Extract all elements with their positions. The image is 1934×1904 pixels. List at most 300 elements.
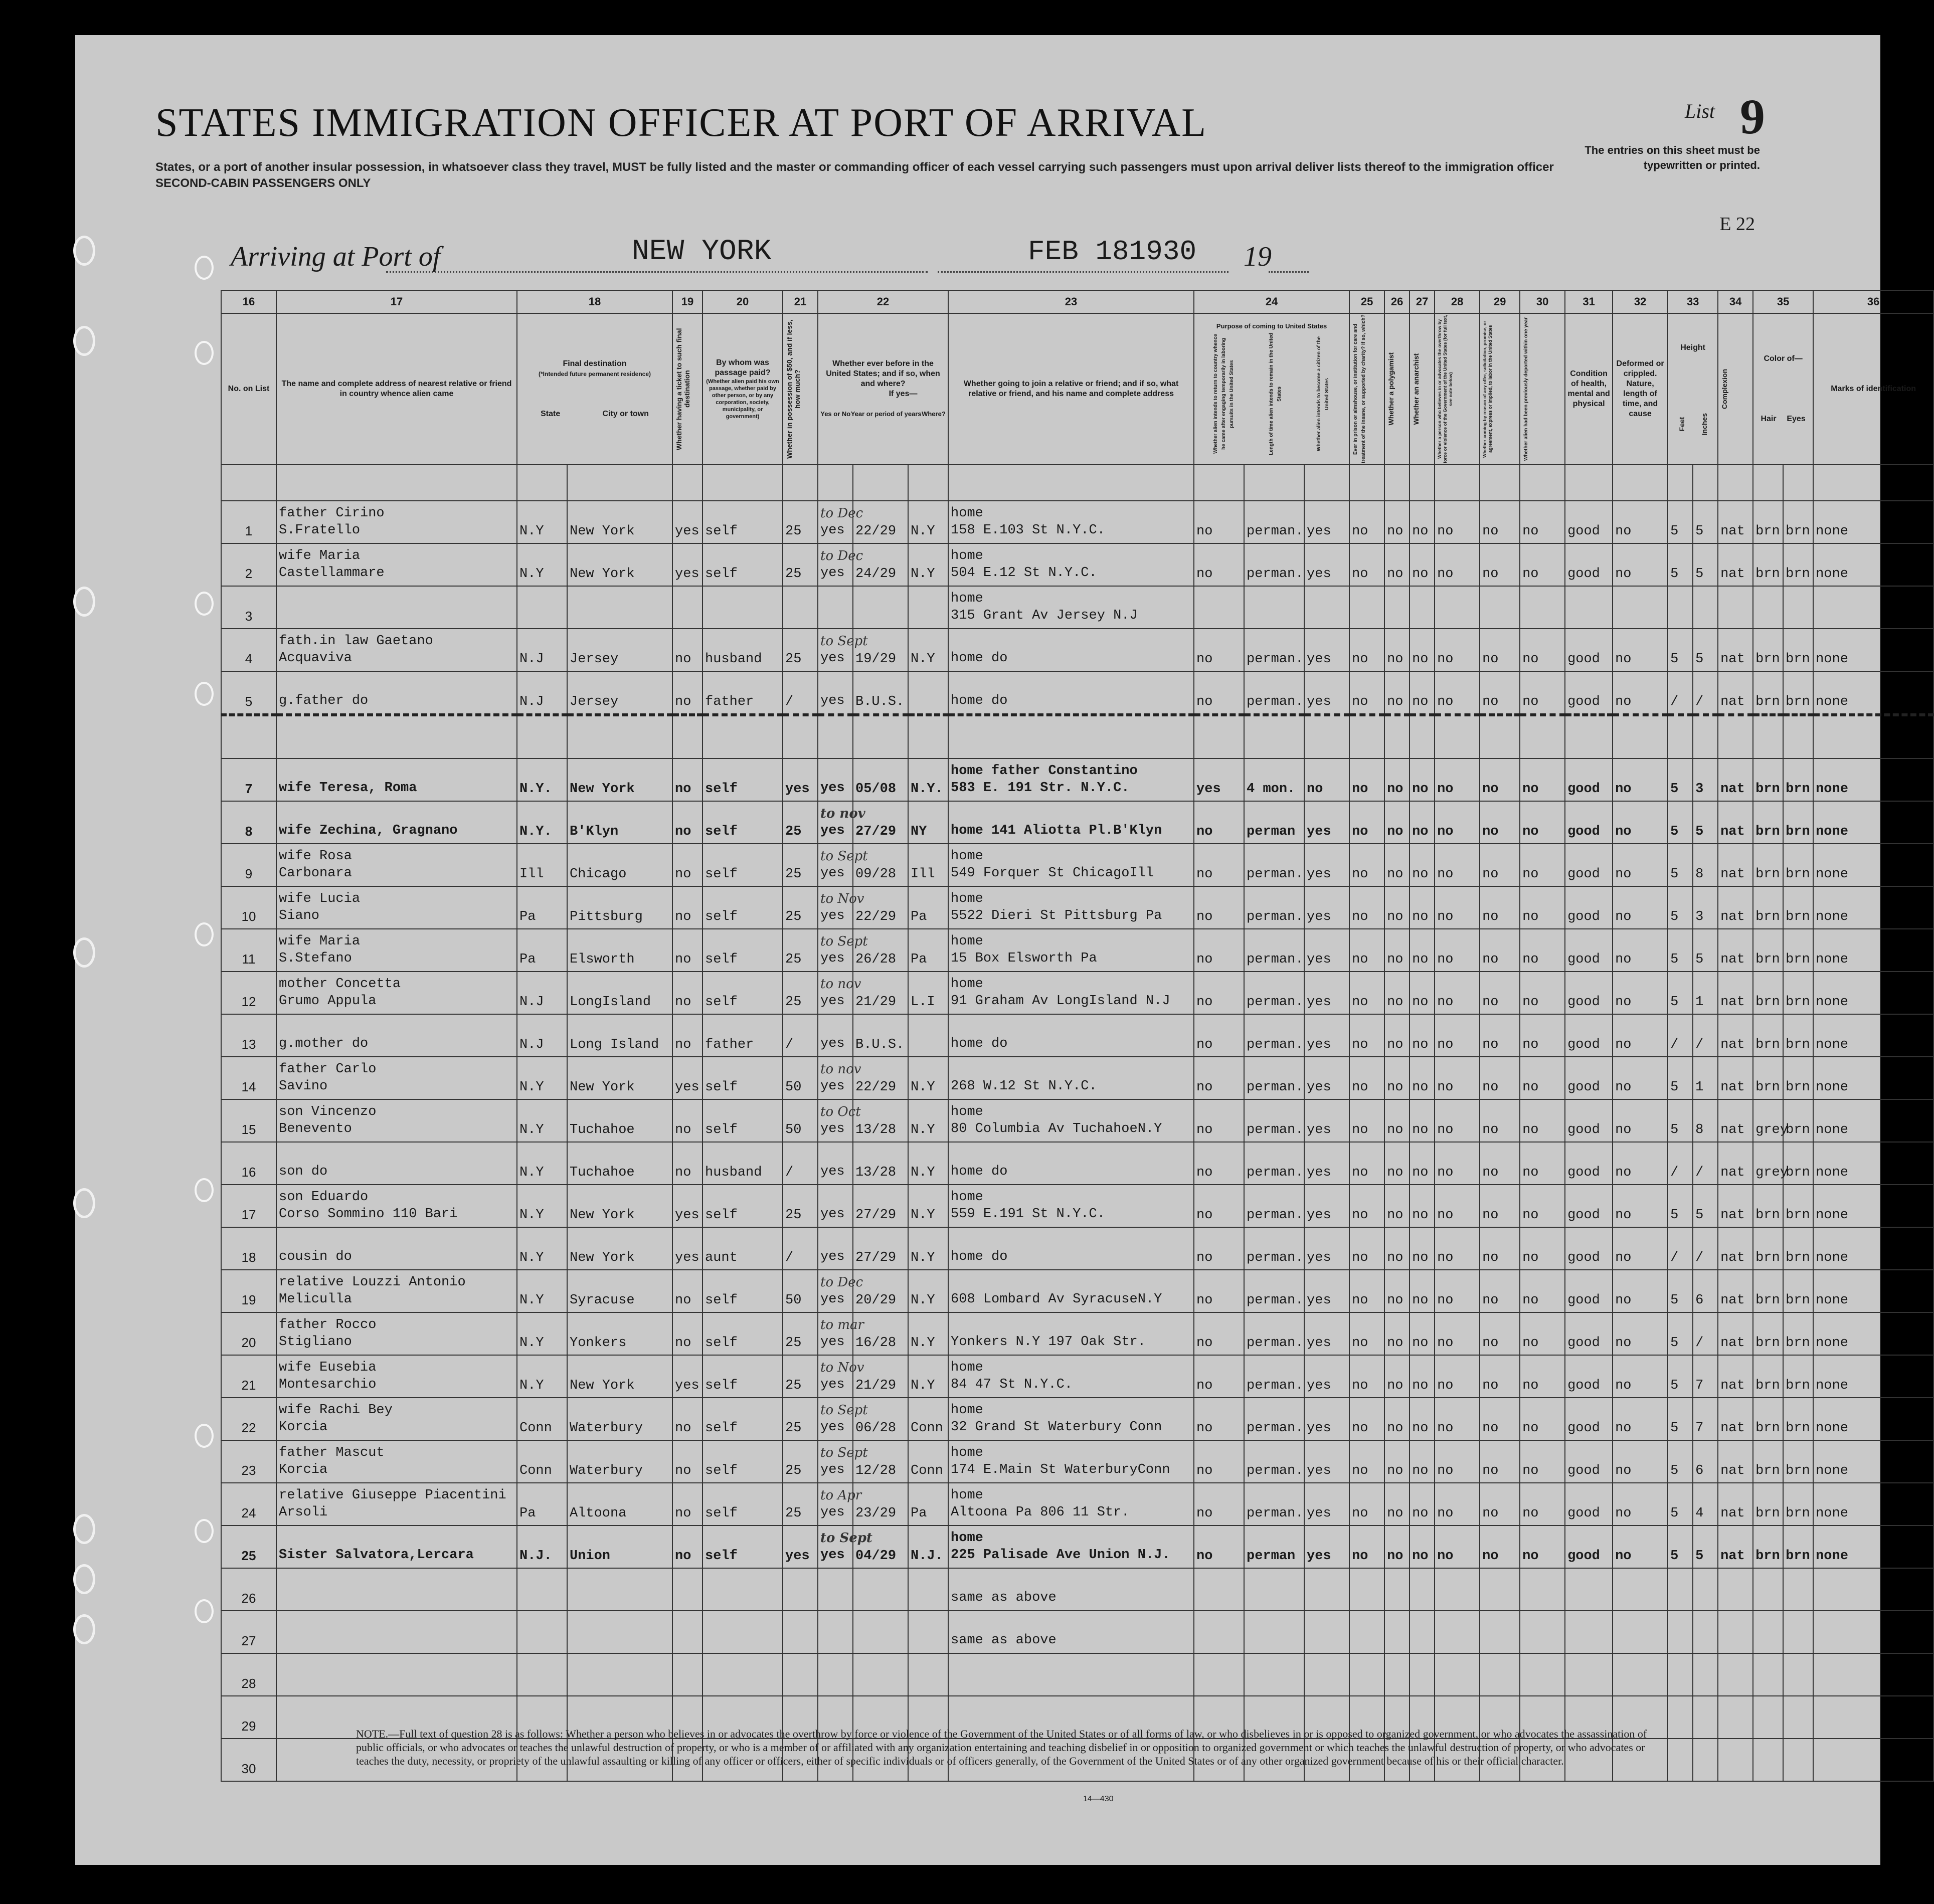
cell-where (908, 1014, 948, 1057)
cell-p-a: no (1194, 629, 1244, 671)
cell-c27: no (1410, 629, 1435, 671)
cell-state: N.Y (517, 1099, 567, 1142)
header-no-on-list: No. on List (221, 313, 276, 465)
cell-c30: no (1520, 1355, 1565, 1398)
cell-marks (1813, 715, 1933, 758)
cell-health: good (1565, 1398, 1613, 1440)
cell-c26: no (1384, 1014, 1410, 1057)
joining-line: home (951, 977, 983, 992)
cell-complexion: nat (1718, 1099, 1753, 1142)
cell-state: Conn (517, 1440, 567, 1483)
cell-city (567, 715, 672, 758)
joining-line: home (951, 1403, 983, 1418)
cell-ticket: yes (672, 501, 702, 543)
cell-c27: no (1410, 844, 1435, 886)
cell-p-c: yes (1304, 671, 1349, 715)
cell-inches: 6 (1693, 1270, 1718, 1312)
header-height-label: Height (1680, 343, 1705, 352)
cell-inches: 7 (1693, 1398, 1718, 1440)
manifest-table (221, 290, 1934, 1782)
cell-p-b: perman. (1244, 1185, 1304, 1227)
cell-p-c: yes (1304, 1355, 1349, 1398)
punch-hole-icon (195, 256, 214, 280)
cell-state: N.Y (517, 1057, 567, 1099)
cell-p-c: yes (1304, 1185, 1349, 1227)
cell-complexion: nat (1718, 1270, 1753, 1312)
cell-p-c (1304, 1568, 1349, 1611)
cell-no (221, 715, 276, 758)
before-value: yes (820, 951, 845, 966)
header-feet: Feet (1677, 417, 1686, 432)
punch-hole-icon (195, 341, 214, 365)
cell-hair (1753, 1696, 1783, 1739)
cell-p-b: perman. (1244, 1142, 1304, 1185)
cell-joining (948, 1611, 1194, 1653)
before-value: yes (820, 1079, 845, 1094)
header-complexion (1718, 313, 1753, 465)
cell-p-a: no (1194, 671, 1244, 715)
relative-line: wife Lucia (279, 891, 361, 906)
binder-hole-icon (73, 1188, 95, 1218)
cell-paid: husband (702, 629, 783, 671)
cell-c26: no (1384, 1099, 1410, 1142)
cell-ticket: no (672, 1142, 702, 1185)
header-passage (702, 313, 783, 465)
cell-money: 25 (783, 1398, 818, 1440)
cell-complexion (1718, 1568, 1753, 1611)
cell-c30: no (1520, 1057, 1565, 1099)
cell-no: 14 (221, 1057, 276, 1099)
cell-c29: no (1480, 629, 1520, 671)
relative-line: son do (279, 1164, 328, 1179)
cell-city: Jersey (567, 629, 672, 671)
cell-deformed: no (1613, 801, 1668, 844)
table-row (221, 1142, 1933, 1185)
cell-no: 28 (221, 1653, 276, 1696)
cell-c27: no (1410, 1014, 1435, 1057)
cell-ticket: yes (672, 543, 702, 586)
cell-deformed: no (1613, 1142, 1668, 1185)
arriving-label: Arriving at Port of (231, 241, 441, 272)
cell-p-a: no (1194, 501, 1244, 543)
cell-joining (948, 629, 1194, 671)
cell-relative (276, 758, 517, 801)
cell-years: 27/29 (853, 1185, 908, 1227)
cell-complexion: nat (1718, 1355, 1753, 1398)
cell-state: N.Y (517, 1142, 567, 1185)
cell-hair: brn (1753, 501, 1783, 543)
cell-p-b: perman. (1244, 1312, 1304, 1355)
joining-line: 504 E.12 St N.Y.C. (951, 565, 1097, 581)
cell-c28: no (1435, 801, 1480, 844)
cell-c25: no (1349, 1014, 1384, 1057)
cell-paid: self (702, 1099, 783, 1142)
handwritten-annotation: to Sept (820, 634, 868, 649)
cell-relative (276, 1568, 517, 1611)
before-value: yes (820, 1292, 845, 1307)
cell-marks (1813, 1568, 1933, 1611)
cell-state (517, 586, 567, 629)
cell-feet: 5 (1668, 501, 1693, 543)
cell-inches (1693, 1739, 1718, 1781)
cell-hair (1753, 1611, 1783, 1653)
cell-state: Conn (517, 1398, 567, 1440)
cell-city: New York (567, 758, 672, 801)
cell-deformed: no (1613, 929, 1668, 972)
joining-line: home (951, 1445, 983, 1460)
cell-ticket (672, 1653, 702, 1696)
cell-c28: no (1435, 1483, 1480, 1526)
column-number-row (221, 290, 1933, 313)
header-anarchist (1410, 313, 1435, 465)
cell-city: New York (567, 1227, 672, 1270)
cell-where: N.Y (908, 543, 948, 586)
cell-years: B.U.S. (853, 1014, 908, 1057)
year-label: 19 (1244, 241, 1272, 272)
cell-hair: brn (1753, 972, 1783, 1014)
cell-c25: no (1349, 629, 1384, 671)
cell-health: good (1565, 501, 1613, 543)
cell-ticket: no (672, 886, 702, 929)
cell-before (818, 543, 863, 586)
cell-inches: 4 (1693, 1483, 1718, 1526)
cell-p-b: perman. (1244, 1398, 1304, 1440)
column-number: 26 (1384, 290, 1410, 313)
cell-p-a (1194, 586, 1244, 629)
cell-years: B.U.S. (853, 671, 908, 715)
relative-line: S.Fratello (279, 523, 361, 538)
cell-deformed: no (1613, 972, 1668, 1014)
column-number: 16 (221, 290, 276, 313)
cell-inches (1693, 1568, 1718, 1611)
cell-relative (276, 586, 517, 629)
cell-inches: 1 (1693, 972, 1718, 1014)
cell-eyes: brn (1783, 844, 1813, 886)
cell-no: 18 (221, 1227, 276, 1270)
cell-city: New York (567, 1355, 672, 1398)
cell-c29 (1480, 586, 1520, 629)
punch-hole-icon (195, 682, 214, 706)
cell-money: / (783, 1227, 818, 1270)
cell-relative (276, 1526, 517, 1568)
cell-years: 22/29 (853, 1057, 908, 1099)
cell-c25: no (1349, 1483, 1384, 1526)
cell-eyes (1783, 1739, 1813, 1781)
cell-complexion: nat (1718, 929, 1753, 972)
cell-joining (948, 1355, 1194, 1398)
cell-hair: brn (1753, 1483, 1783, 1526)
cell-years: 13/28 (853, 1099, 908, 1142)
cell-where: N.Y (908, 1355, 948, 1398)
table-row (221, 586, 1933, 629)
cell-c30: no (1520, 1440, 1565, 1483)
cell-relative (276, 1014, 517, 1057)
cell-marks: none (1813, 629, 1933, 671)
cell-c26: no (1384, 1142, 1410, 1185)
cell-health: good (1565, 1355, 1613, 1398)
handwritten-annotation: to nov (820, 1062, 861, 1077)
cell-c27: no (1410, 1185, 1435, 1227)
before-value: yes (820, 1121, 845, 1136)
table-row (221, 715, 1933, 758)
corner-code: E 22 (1719, 214, 1755, 235)
before-value: yes (820, 1164, 845, 1179)
cell-marks: none (1813, 844, 1933, 886)
cell-c28: no (1435, 844, 1480, 886)
cell-deformed: no (1613, 1355, 1668, 1398)
cell-city: New York (567, 543, 672, 586)
cell-hair (1753, 1653, 1783, 1696)
cell-health: good (1565, 1270, 1613, 1312)
table-row (221, 1355, 1933, 1398)
cell-inches: 6 (1693, 1440, 1718, 1483)
joining-line: 559 E.191 St N.Y.C. (951, 1207, 1105, 1222)
joining-line: home do (951, 693, 1008, 708)
cell-health: good (1565, 844, 1613, 886)
cell-before (818, 501, 863, 543)
cell-c30: no (1520, 1312, 1565, 1355)
cell-paid: self (702, 1185, 783, 1227)
cell-health: good (1565, 758, 1613, 801)
cell-before (818, 1014, 853, 1057)
cell-c30: no (1520, 1142, 1565, 1185)
relative-line: Grumo Appula (279, 994, 377, 1009)
cell-c25 (1349, 1568, 1384, 1611)
cell-health: good (1565, 629, 1613, 671)
cell-complexion: nat (1718, 1440, 1753, 1483)
cell-p-b (1244, 1568, 1304, 1611)
cell-complexion: nat (1718, 501, 1753, 543)
joining-line: home (951, 1531, 983, 1546)
cell-c29: no (1480, 972, 1520, 1014)
header-q29-text: Whether coming by reason of any offer, solicitation, promise, or agreement, express or implied, to labor in the United States (1482, 320, 1493, 458)
cell-relative (276, 715, 517, 758)
cell-years (853, 586, 908, 629)
relative-line: Stigliano (279, 1335, 352, 1350)
cell-inches: 8 (1693, 1099, 1718, 1142)
cell-paid: self (702, 801, 783, 844)
cell-feet: 5 (1668, 886, 1693, 929)
cell-before (818, 629, 868, 671)
cell-relative (276, 1270, 517, 1312)
cell-no: 21 (221, 1355, 276, 1398)
column-number: 30 (1520, 290, 1565, 313)
cell-joining (948, 1398, 1194, 1440)
table-row (221, 1014, 1933, 1057)
cell-city: Syracuse (567, 1270, 672, 1312)
cell-health: good (1565, 1142, 1613, 1185)
cell-c28: no (1435, 929, 1480, 972)
cell-complexion: nat (1718, 886, 1753, 929)
cell-inches (1693, 586, 1718, 629)
cell-eyes: brn (1783, 1099, 1813, 1142)
cell-joining (948, 844, 1194, 886)
cell-health: good (1565, 1057, 1613, 1099)
table-row (221, 1099, 1933, 1142)
cell-marks: none (1813, 1483, 1933, 1526)
cell-c27 (1410, 586, 1435, 629)
cell-joining (948, 715, 1194, 758)
cell-deformed (1613, 586, 1668, 629)
cell-c28: no (1435, 1142, 1480, 1185)
joining-line: home (951, 934, 983, 949)
cell-joining (948, 1099, 1194, 1142)
cell-c29: no (1480, 1440, 1520, 1483)
table-row (221, 1057, 1933, 1099)
cell-c29: no (1480, 1227, 1520, 1270)
handwritten-annotation: to nov (820, 977, 861, 992)
cell-eyes: brn (1783, 543, 1813, 586)
cell-hair: brn (1753, 543, 1783, 586)
cell-complexion: nat (1718, 1014, 1753, 1057)
header-q29 (1480, 313, 1520, 465)
cell-hair (1753, 586, 1783, 629)
cell-eyes: brn (1783, 758, 1813, 801)
cell-p-b: perman. (1244, 1227, 1304, 1270)
cell-health: good (1565, 1014, 1613, 1057)
handwritten-annotation: to Sept (820, 1531, 872, 1546)
cell-c27 (1410, 1611, 1435, 1653)
cell-before (818, 1355, 864, 1398)
cell-money: 25 (783, 501, 818, 543)
cell-c30 (1520, 1568, 1565, 1611)
binder-hole-icon (73, 236, 95, 266)
cell-p-b: perman (1244, 1526, 1304, 1568)
cell-p-a: no (1194, 972, 1244, 1014)
cell-feet: 5 (1668, 758, 1693, 801)
cell-c25: no (1349, 1227, 1384, 1270)
cell-c29: no (1480, 844, 1520, 886)
cell-relative (276, 1611, 517, 1653)
cell-deformed: no (1613, 1440, 1668, 1483)
cell-where: Conn (908, 1398, 948, 1440)
cell-c30: no (1520, 1014, 1565, 1057)
before-value: yes (820, 565, 845, 581)
cell-c25: no (1349, 1185, 1384, 1227)
cell-health: good (1565, 801, 1613, 844)
joining-line: home (951, 591, 983, 606)
cell-deformed: no (1613, 1526, 1668, 1568)
cell-p-a: no (1194, 801, 1244, 844)
cell-complexion: nat (1718, 1057, 1753, 1099)
cell-p-c: yes (1304, 1014, 1349, 1057)
cell-money (783, 1653, 818, 1696)
table-row (221, 844, 1933, 886)
cell-where: Pa (908, 1483, 948, 1526)
cell-p-b (1244, 586, 1304, 629)
cell-c26: no (1384, 801, 1410, 844)
cell-joining (948, 1057, 1194, 1099)
cell-c28: no (1435, 1057, 1480, 1099)
cell-c25: no (1349, 543, 1384, 586)
relative-line: Corso Sommino 110 Bari (279, 1207, 458, 1222)
cell-no: 30 (221, 1739, 276, 1781)
punch-hole-icon (195, 922, 214, 946)
binder-hole-icon (73, 1614, 95, 1644)
joining-line: same as above (951, 1633, 1057, 1648)
cell-relative (276, 1099, 517, 1142)
cell-c25 (1349, 715, 1384, 758)
cell-feet: 5 (1668, 1312, 1693, 1355)
header-ticket-text: Whether having a ticket to such final destination (675, 328, 691, 450)
cell-hair (1753, 1739, 1783, 1781)
cell-marks: none (1813, 972, 1933, 1014)
cell-eyes: brn (1783, 1440, 1813, 1483)
joining-line: 80 Columbia Av TuchahoeN.Y (951, 1121, 1162, 1136)
cell-c28: no (1435, 886, 1480, 929)
cell-p-b (1244, 715, 1304, 758)
cell-before (818, 1611, 853, 1653)
cell-years (853, 715, 908, 758)
cell-c25 (1349, 586, 1384, 629)
cell-inches: / (1693, 1142, 1718, 1185)
cell-p-c (1304, 1653, 1349, 1696)
column-number: 32 (1613, 290, 1668, 313)
joining-line: 549 Forquer St ChicagoIll (951, 866, 1154, 881)
cell-before (818, 1057, 861, 1099)
before-value: yes (820, 781, 845, 796)
joining-line: home (951, 849, 983, 864)
cell-before (818, 1398, 868, 1440)
joining-line: 608 Lombard Av SyracuseN.Y (951, 1292, 1162, 1307)
cell-ticket: no (672, 1099, 702, 1142)
cell-state: N.Y (517, 1312, 567, 1355)
cell-city: New York (567, 501, 672, 543)
header-polygamist-text: Whether a polygamist (1387, 352, 1395, 426)
cell-relative (276, 929, 517, 972)
column-number: 25 (1349, 290, 1384, 313)
cell-health: good (1565, 1099, 1613, 1142)
cell-years: 06/28 (853, 1398, 908, 1440)
cell-c25: no (1349, 1312, 1384, 1355)
cell-no: 4 (221, 629, 276, 671)
cell-paid (702, 1653, 783, 1696)
cell-c25: no (1349, 1526, 1384, 1568)
cell-joining (948, 972, 1194, 1014)
cell-c29: no (1480, 1398, 1520, 1440)
table-row (221, 1227, 1933, 1270)
cell-p-a: no (1194, 1526, 1244, 1568)
cell-money (783, 1568, 818, 1611)
cell-state: N.J (517, 1014, 567, 1057)
cell-p-b: perman. (1244, 1099, 1304, 1142)
cell-money: / (783, 671, 818, 715)
cell-health: good (1565, 1483, 1613, 1526)
cell-c30: no (1520, 801, 1565, 844)
cell-c25: no (1349, 1099, 1384, 1142)
cell-c29: no (1480, 801, 1520, 844)
cell-state: N.J (517, 629, 567, 671)
cell-c25: no (1349, 1440, 1384, 1483)
handwritten-annotation: to Oct (820, 1104, 861, 1119)
cell-p-a: no (1194, 1312, 1244, 1355)
cell-hair: brn (1753, 671, 1783, 715)
cell-where: N.Y (908, 1099, 948, 1142)
column-number: 21 (783, 290, 818, 313)
cell-c29: no (1480, 671, 1520, 715)
cell-p-a: no (1194, 1099, 1244, 1142)
cell-feet (1668, 1611, 1693, 1653)
cell-feet (1668, 715, 1693, 758)
header-joining: Whether going to join a relative or friend; and if so, what relative or friend, and his name and complete address (948, 313, 1194, 465)
cell-c25: no (1349, 801, 1384, 844)
cell-state (517, 1653, 567, 1696)
header-purpose-a: Whether alien intends to return to country whence he came after engaging temporarily in laboring pursuits in the United States (1213, 334, 1235, 454)
column-number: 20 (702, 290, 783, 313)
cell-c27: no (1410, 1440, 1435, 1483)
cell-health (1565, 586, 1613, 629)
table-row (221, 1653, 1933, 1696)
